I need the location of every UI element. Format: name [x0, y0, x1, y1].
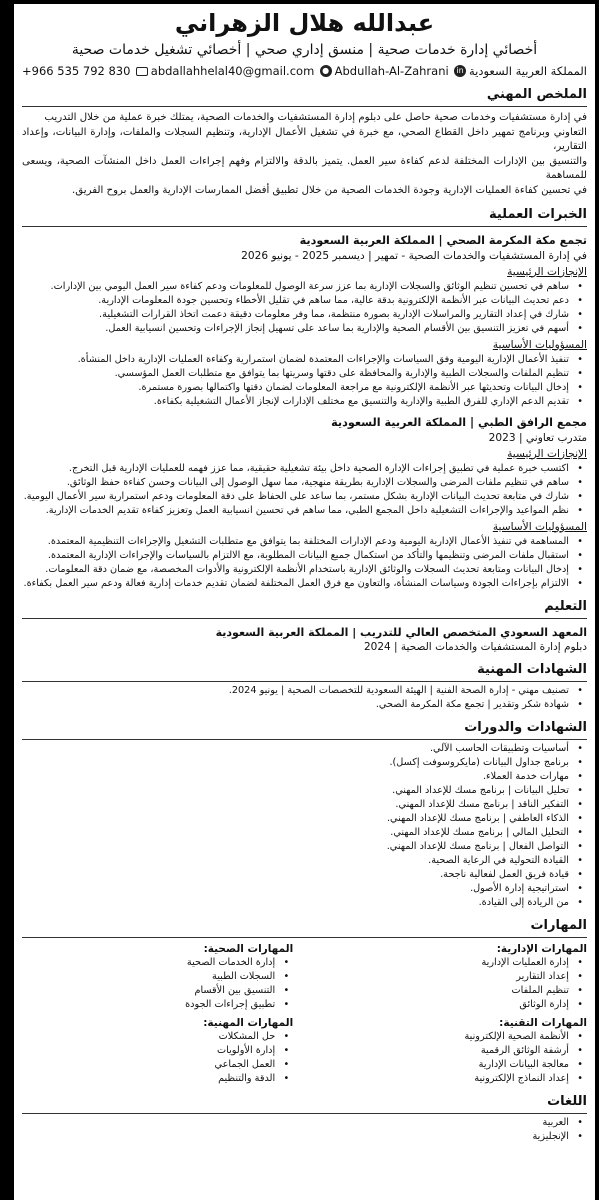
list-item: • الذكاء العاطفي | برنامج مسك للإعداد المهني. — [22, 812, 571, 826]
list-item: • الأنظمة الصحية الإلكترونية — [316, 1030, 571, 1044]
frame-top-border — [0, 0, 599, 4]
professional-certs-heading: الشهادات المهنية — [22, 662, 587, 682]
education-institution: المعهد السعودي المتخصص العالي للتدريب | المملكة العربية السعودية — [215, 625, 587, 639]
linkedin-item[interactable] — [320, 63, 449, 79]
list-item: • التنسيق بين الأقسام — [22, 984, 277, 998]
candidate-name: عبدالله هلال الزهراني — [174, 9, 435, 37]
job-1 — [22, 233, 587, 409]
list-item: • استراتيجية إدارة الأصول. — [22, 882, 571, 896]
phone-text: +966 535 792 830 — [22, 64, 131, 78]
list-item: • مهارات خدمة العملاء. — [22, 770, 571, 784]
responsibilities-heading: المسؤوليات الأساسية — [492, 520, 587, 533]
list-item: • إدارة العمليات الإدارية — [316, 956, 571, 970]
skills-health — [22, 942, 293, 1012]
contact-bar — [22, 63, 587, 79]
phone-item[interactable] — [22, 63, 130, 79]
list-item: • دعم تحديث البيانات عبر الأنظمة الإلكترونية بدقة عالية، مما ساهم في تقليل الأخطاء وتحسين جودة المعلومات الإدارية. — [22, 294, 571, 308]
list-item: • نظم المواعيد والإجراءات التشغيلية داخل المجمع الطبي، مما ساهم في تحسين انسيابية العمل وتعزيز كفاءة تقديم الخدمات الإدارية. — [22, 504, 571, 518]
job-meta: متدرب تعاوني | 2023 — [488, 431, 587, 444]
list-item: • تنفيذ الأعمال الإدارية اليومية وفق السياسات والإجراءات المعتمدة لضمان استمرارية وكفاءة العمليات الإدارية داخل المنشأة. — [22, 353, 571, 367]
list-item: • تنظيم الملفات — [316, 984, 571, 998]
list-item: • شارك في متابعة تحديث البيانات الإدارية بشكل مستمر، بما ساعد على الحفاظ على دقة المعلومات ودعم استمرارية سير الأعمال اليومية. — [22, 490, 571, 504]
list-item: • ساهم في تنظيم ملفات المرضى والسجلات الإدارية بطريقة منهجية، مما سهل الوصول إلى البيانات وحسن كفاءة حفظ الوثائق. — [22, 476, 571, 490]
experience-heading: الخبرات العملية — [22, 207, 587, 227]
list-item: • شهادة شكر وتقدير | تجمع مكة المكرمة الصحي. — [22, 698, 571, 712]
linkedin-text: Abdullah-Al-Zahrani — [334, 64, 449, 78]
list-item: • أساسيات وتطبيقات الحاسب الآلي. — [22, 742, 571, 756]
skills-admin-title: المهارات الإدارية: — [496, 942, 587, 955]
list-item: • إدخال البيانات ومتابعة تحديث السجلات والوثائق الإدارية باستخدام الأنظمة الإلكترونية والأدوات المخصصة، مع ضمان دقة المعلومات. — [22, 563, 571, 577]
user-icon: ● — [320, 65, 332, 77]
list-item: • القيادة التحولية في الرعاية الصحية. — [22, 854, 571, 868]
list-item: • الالتزام بإجراءات الجودة وسياسات المنشأة، والتعاون مع فرق العمل المختلفة لضمان تقديم خدمات إدارية فعالة ودعم سير العمل بكفاءة. — [22, 577, 571, 591]
list-item: • إعداد النماذج الإلكترونية — [316, 1072, 571, 1086]
email-item[interactable] — [136, 63, 315, 79]
skills-health-list — [22, 956, 293, 1012]
list-item: • التواصل الفعال | برنامج مسك للإعداد المهني. — [22, 840, 571, 854]
list-item: • أسهم في تعزيز التنسيق بين الأقسام الصحية والإدارية بما ساعد على تسهيل إنجاز الإجراءات وتحسين انسيابية العمل. — [22, 322, 571, 336]
list-item: • التفكير الناقد | برنامج مسك للإعداد المهني. — [22, 798, 571, 812]
achievements-heading: الإنجازات الرئيسية — [507, 265, 587, 278]
skills-heading: المهارات — [22, 918, 587, 938]
list-item: • العمل الجماعي — [22, 1058, 277, 1072]
job-meta: في إدارة المستشفيات والخدمات الصحية - تمهير | ديسمبر 2025 - يونيو 2026 — [241, 249, 587, 262]
list-item: • السجلات الطبية — [22, 970, 277, 984]
skills-row-1 — [22, 942, 587, 1012]
list-item: • شارك في إعداد التقارير والمراسلات الإدارية بصورة منتظمة، مما وفر معلومات دقيقة دعمت اتخاذ القرارات التشغيلية. — [22, 308, 571, 322]
list-item: • التحليل المالي | برنامج مسك للإعداد المهني. — [22, 826, 571, 840]
list-item: • العربية — [22, 1116, 571, 1130]
education-degree: دبلوم إدارة المستشفيات والخدمات الصحية | 2024 — [363, 640, 587, 653]
languages-heading: اللغات — [22, 1094, 587, 1114]
list-item: • إدارة الوثائق — [316, 998, 571, 1012]
list-item: • إعداد التقارير — [316, 970, 571, 984]
location-item — [454, 63, 587, 79]
summary-line: في إدارة مستشفيات وخدمات صحية حاصل على دبلوم إدارة المستشفيات والخدمات الصحية، يمتلك خبرة عملية من خلال التدريب — [44, 112, 587, 123]
job-title: مجمع الرافق الطبي | المملكة العربية السعودية — [331, 415, 587, 429]
list-item: • المساهمة في تنفيذ الأعمال الإدارية اليومية ودعم الإدارات المختلفة بما يتوافق مع متطلبات التشغيل والإجراءات التنظيمية المعتمدة. — [22, 535, 571, 549]
skills-admin — [316, 942, 587, 1012]
frame-left-border — [0, 0, 14, 1200]
list-item: • إدخال البيانات وتحديثها عبر الأنظمة الإلكترونية مع مراجعة المعلومات لضمان دقتها واكتمالها بصورة مستمرة. — [22, 381, 571, 395]
list-item: • الدقة والتنظيم — [22, 1072, 277, 1086]
frame-right-border — [595, 0, 599, 1200]
skills-tech — [316, 1016, 587, 1086]
list-item: • تطبيق إجراءات الجودة — [22, 998, 277, 1012]
summary-heading: الملخص المهني — [22, 87, 587, 107]
linkedin-icon: in — [454, 65, 466, 77]
summary-line: والتنسيق بين الإدارات المختلفة لدعم كفاءة سير العمل. يتميز بالدقة والالتزام وفهم إجراءات العمل داخل المنشآت الصحية، ويسعى للمساهمة — [22, 155, 587, 182]
job-titles: أخصائي إدارة خدمات صحية | منسق إداري صحي | أخصائي تشغيل خدمات صحية — [71, 42, 538, 58]
list-item: • تقديم الدعم الإداري للفرق الطبية والإدارية والتنسيق مع مختلف الإدارات لإنجاز الأعمال التشغيلية بكفاءة. — [22, 395, 571, 409]
email-text: abdallahhelal40@gmail.com — [150, 64, 315, 78]
mail-icon — [136, 67, 148, 76]
summary-text — [22, 111, 587, 199]
list-item: • تنظيم الملفات والسجلات الطبية والإدارية والمحافظة على دقتها وسريتها بما يتوافق مع متطلبات العمل المؤسسي. — [22, 367, 571, 381]
skills-admin-list — [316, 956, 587, 1012]
responsibilities-list — [22, 535, 587, 591]
responsibilities-heading: المسؤوليات الأساسية — [492, 338, 587, 351]
achievements-list — [22, 280, 587, 336]
list-item: • معالجة البيانات الإدارية — [316, 1058, 571, 1072]
job-2 — [22, 415, 587, 591]
skills-prof — [22, 1016, 293, 1086]
list-item: • أرشفة الوثائق الرقمية — [316, 1044, 571, 1058]
skills-prof-title: المهارات المهنية: — [203, 1016, 294, 1029]
list-item: • إدارة الأولويات — [22, 1044, 277, 1058]
resume-content — [22, 8, 587, 1144]
skills-prof-list — [22, 1030, 293, 1086]
skills-row-2 — [22, 1016, 587, 1086]
skills-tech-list — [316, 1030, 587, 1086]
skills-health-title: المهارات الصحية: — [203, 942, 294, 955]
professional-certs-list — [22, 684, 587, 712]
list-item: • استقبال ملفات المرضى وتنظيمها والتأكد من استكمال جميع البيانات المطلوبة، مع الالتزام بالسياسات والإجراءات الإدارية المعتمدة. — [22, 549, 571, 563]
list-item: • من الريادة إلى القيادة. — [22, 896, 571, 910]
list-item: • تحليل البيانات | برنامج مسك للإعداد المهني. — [22, 784, 571, 798]
job-title: تجمع مكة المكرمة الصحي | المملكة العربية السعودية — [299, 233, 587, 247]
education-heading: التعليم — [22, 599, 587, 619]
list-item: • الإنجليزية — [22, 1130, 571, 1144]
list-item: • تصنيف مهني - إدارة الصحة الفنية | الهيئة السعودية للتخصصات الصحية | يونيو 2024. — [22, 684, 571, 698]
achievements-heading: الإنجازات الرئيسية — [507, 447, 587, 460]
list-item: • قيادة فريق العمل لفعالية ناجحة. — [22, 868, 571, 882]
list-item: • ساهم في تحسين تنظيم الوثائق والسجلات الإدارية بما عزز سرعة الوصول للمعلومات ودعم كفاءة سير العمل اليومي بين الإدارات. — [22, 280, 571, 294]
languages-list — [22, 1116, 587, 1144]
location-text: المملكة العربية السعودية — [469, 64, 587, 78]
summary-line: التعاوني وبرنامج تمهير داخل القطاع الصحي، مع خبرة في تشغيل الأعمال الإدارية، وتنظيم السجلات والملفات، وإدارة البيانات، وإعداد التقارير، — [22, 126, 587, 153]
courses-list — [22, 742, 587, 910]
list-item: • إدارة الخدمات الصحية — [22, 956, 277, 970]
summary-line: في تحسين كفاءة العمليات الإدارية وجودة الخدمات الصحية من خلال تطبيق أفضل الممارسات الإدارية والعمل بروح الفريق. — [72, 184, 587, 196]
list-item: • برنامج جداول البيانات (مايكروسوفت إكسل). — [22, 756, 571, 770]
responsibilities-list — [22, 353, 587, 409]
list-item: • اكتسب خبرة عملية في تطبيق إجراءات الإدارة الصحية داخل بيئة تشغيلية حقيقية، مما عزز فهمه للعمليات الإدارية قبل التخرج. — [22, 462, 571, 476]
courses-heading: الشهادات والدورات — [22, 720, 587, 740]
achievements-list — [22, 462, 587, 518]
list-item: • حل المشكلات — [22, 1030, 277, 1044]
skills-tech-title: المهارات التقنية: — [499, 1016, 587, 1029]
